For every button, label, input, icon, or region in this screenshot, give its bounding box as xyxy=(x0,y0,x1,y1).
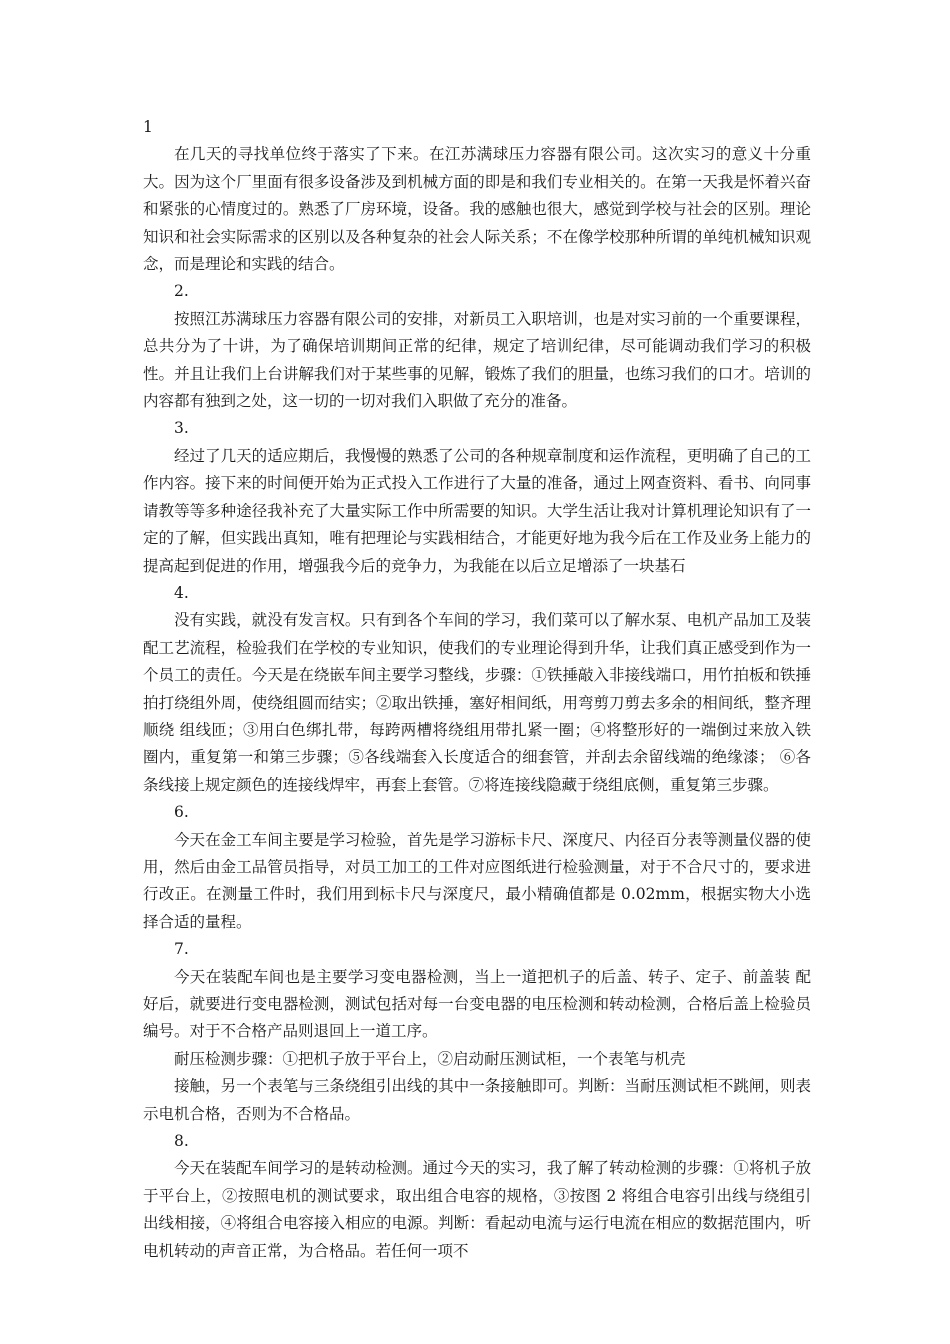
section-4-paragraph: 没有实践，就没有发言权。只有到各个车间的学习，我们菜可以了解水泵、电机产品加工及装配工艺流程，检验我们在学校的专业知识，使我们的专业理论得到升华，让我们真正感受到作为一个员工的责任。今天是在绕嵌车间主要学习整线，步骤：①铁捶敲入非接线端口，用竹拍板和铁捶拍打绕组外周，使绕组圆而结实；②取出铁捶，塞好相间纸，用弯剪刀剪去多余的相间纸，整齐理顺绕 组线匝；③用白色绑扎带，每跨两槽将绕组用带扎紧一圈；④将整形好的一端倒过来放入铁圈内，重复第一和第三步骤；⑤各线端套入长度适合的细套管，并刮去余留线端的绝缘漆； ⑥各条线接上规定颜色的连接线焊牢，再套上套管。⑦将连接线隐藏于绕组底侧，重复第三步骤。 xyxy=(143,611,811,794)
section-2-paragraph: 按照江苏满球压力容器有限公司的安排，对新员工入职培训，也是对实习前的一个重要课程，总共分为了十讲，为了确保培训期间正常的纪律，规定了培训纪律，尽可能调动我们学习的积极性。并且让我们上台讲解我们对于某些事的见解，锻炼了我们的胆量，也练习我们的口才。培训的内容都有独到之处，这一切的一切对我们入职做了充分的准备。 xyxy=(143,309,811,411)
section-number-2: 2. xyxy=(174,282,189,301)
section-number-4: 4. xyxy=(174,583,189,602)
section-3-paragraph: 经过了几天的适应期后，我慢慢的熟悉了公司的各种规章制度和运作流程，更明确了自己的工作内容。接下来的时间便开始为正式投入工作进行了大量的准备，通过上网查资料、看书、向同事请教等等多种途径我补充了大量实际工作中所需要的知识。大学生活让我对计算机理论知识有了一定的了解，但实践出真知，唯有把理论与实践相结合，才能更好地为我今后在工作及业务上能力的提高起到促进的作用，增强我今后的竞争力，为我能在以后立足增添了一块基石 xyxy=(143,446,811,575)
document-body xyxy=(143,114,811,1265)
section-7-paragraph-1: 今天在装配车间也是主要学习变电器检测，当上一道把机子的后盖、转子、定子、前盖装 配好后，就要进行变电器检测，测试包括对每一台变电器的电压检测和转动检测，合格后盖上检验员编号。对于不合格产品则退回上一道工序。 xyxy=(143,967,811,1041)
section-6-paragraph: 今天在金工车间主要是学习检验，首先是学习游标卡尺、深度尺、内径百分表等测量仪器的使用，然后由金工品管员指导，对员工加工的工件对应图纸进行检验测量，对于不合尺寸的，要求进行改正。在测量工件时，我们用到标卡尺与深度尺，最小精确值都是 0.02mm，根据实物大小选择合适的量程。 xyxy=(143,830,811,931)
section-1-paragraph: 在几天的寻找单位终于落实了下来。在江苏满球压力容器有限公司。这次实习的意义十分重大。因为这个厂里面有很多设备涉及到机械方面的即是和我们专业相关的。在第一天我是怀着兴奋和紧张的心情度过的。熟悉了厂房环境，设备。我的感触也很大，感觉到学校与社会的区别。理论知识和社会实际需求的区别以及各种复杂的社会人际关系；不在像学校那种所谓的单纯机械知识观念，而是理论和实践的结合。 xyxy=(143,145,811,274)
section-number-6: 6. xyxy=(174,803,189,822)
section-number-3: 3. xyxy=(174,419,189,438)
section-number-7: 7. xyxy=(174,940,189,959)
section-7-paragraph-2: 耐压检测步骤：①把机子放于平台上，②启动耐压测试柜，一个表笔与机壳 xyxy=(174,1049,686,1068)
section-7-paragraph-3: 接触，另一个表笔与三条绕组引出线的其中一条接触即可。判断：当耐压测试柜不跳闸，则表示电机合格，否则为不合格品。 xyxy=(143,1077,811,1123)
section-8-paragraph: 今天在装配车间学习的是转动检测。通过今天的实习，我了解了转动检测的步骤：①将机子放于平台上，②按照电机的测试要求，取出组合电容的规格，③按图 2 将组合电容引出线与绕组引出线相接，④将组合电容接入相应的电源。判断：看起动电流与运行电流在相应的数据范围内，听电机转动的声音正常，为合格品。若任何一项不 xyxy=(143,1159,811,1260)
section-number-8: 8. xyxy=(174,1132,189,1151)
section-number-1: 1 xyxy=(143,118,153,136)
